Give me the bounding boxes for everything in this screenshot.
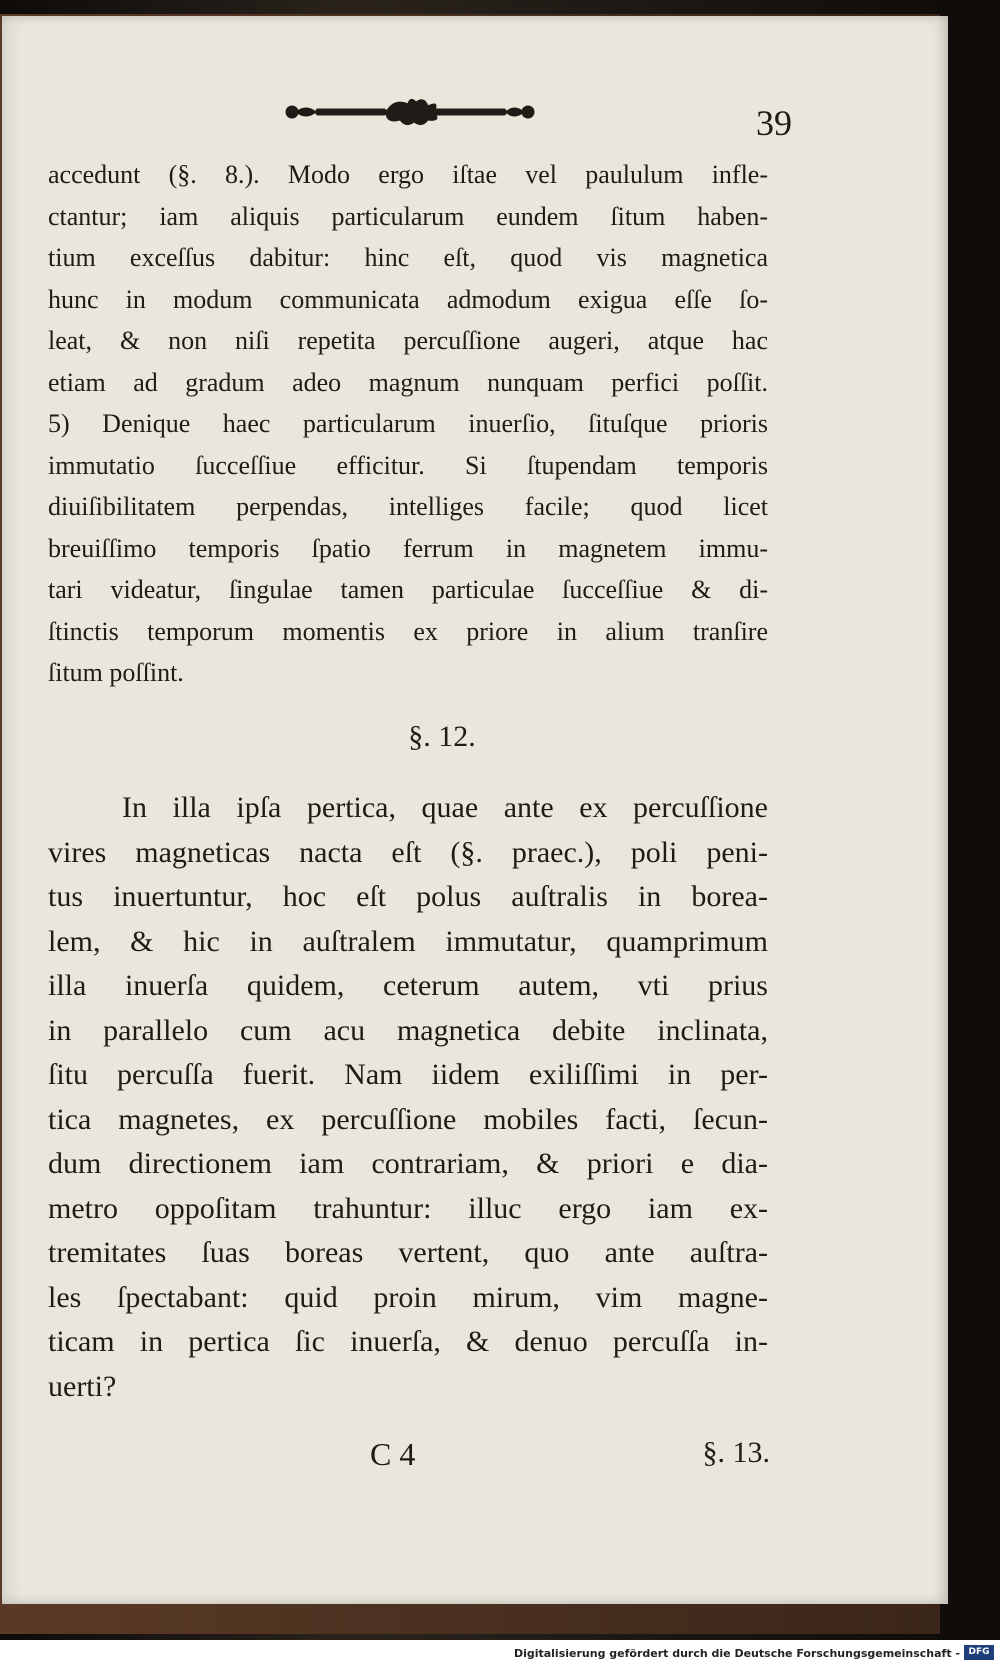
paragraph-section-12 (48, 786, 768, 1409)
text-line: etiam ad gradum adeo magnum nunquam perfici poſſit. (48, 367, 768, 397)
text-line: ſtinctis temporum momentis ex priore in alium tranſire (48, 616, 768, 646)
text-line: in parallelo cum acu magnetica debite inclinata, (48, 1013, 768, 1047)
page-number: 39 (756, 103, 792, 143)
text-line: ticam in pertica ſic inuerſa, & denuo percuſſa in- (48, 1325, 768, 1358)
text-line: tremitates ſuas boreas vertent, quo ante auſtra- (48, 1236, 768, 1269)
text-line: diuiſibilitatem perpendas, intelliges facile; quod licet (48, 492, 768, 521)
paragraph-continuation (48, 154, 768, 694)
text-line: ctantur; iam aliquis particularum eundem ſitum haben- (48, 201, 768, 231)
text-line: lem, & hic in auſtralem immutatur, quamprimum (48, 924, 768, 958)
text-line: illa inuerſa quidem, ceterum autem, vti prius (48, 969, 768, 1002)
signature-mark: C 4 (370, 1436, 416, 1472)
text-line: vires magneticas nacta eſt (§. praec.), poli peni- (48, 835, 768, 869)
text-line: metro oppoſitam trahuntur: illuc ergo iam ex- (48, 1191, 768, 1225)
text-line: In illa ipſa pertica, quae ante ex percuſſione (122, 791, 768, 824)
dfg-logo: DFG (964, 1645, 994, 1660)
text-line: dum directionem iam contrariam, & priori e dia- (48, 1147, 768, 1180)
text-line: uerti? (48, 1369, 117, 1403)
text-line: 5) Denique haec particularum inuerſio, ſituſque prioris (48, 409, 768, 438)
text-line: tus inuertuntur, hoc eſt polus auſtralis in borea- (48, 880, 768, 913)
text-line: ſitu percuſſa fuerit. Nam iidem exiliſſimi in per- (48, 1058, 768, 1091)
text-line: ſitum poſſint. (48, 658, 184, 687)
book-page (2, 16, 948, 1604)
catchword: §. 13. (702, 1436, 770, 1469)
footer-credit: Digitalisierung gefördert durch die Deutsche Forschungsgemeinschaft - (513, 1647, 960, 1660)
text-line: tari videatur, ſingulae tamen particulae ſucceſſiue & di- (48, 575, 768, 604)
text-line: breuiſſimo temporis ſpatio ferrum in magnetem immu- (48, 533, 768, 563)
text-line: accedunt (§. 8.). Modo ergo iſtae vel paululum infle- (48, 160, 768, 189)
floral-headpiece-ornament (282, 94, 537, 130)
text-line: les ſpectabant: quid proin mirum, vim magne- (48, 1280, 768, 1314)
text-line: hunc in modum communicata admodum exigua eſſe ſo- (48, 284, 768, 314)
text-line: leat, & non niſi repetita percuſſione augeri, atque hac (48, 326, 768, 355)
text-line: tica magnetes, ex percuſſione mobiles facti, ſecun- (48, 1102, 768, 1136)
text-line: immutatio ſucceſſiue efficitur. Si ſtupendam temporis (48, 450, 768, 480)
text-line: tium exceſſus dabitur: hinc eſt, quod vis magnetica (48, 243, 768, 272)
section-heading: §. 12. (408, 720, 476, 753)
